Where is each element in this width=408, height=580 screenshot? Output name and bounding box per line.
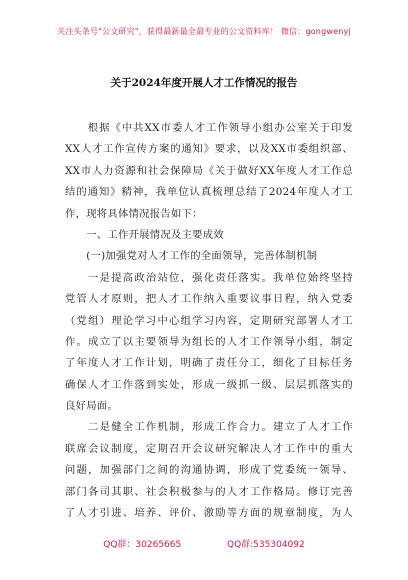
body-line: 一是提高政治站位，强化责任落实。我单位始终坚持	[65, 271, 353, 284]
body-line: 作。成立了以主要领导为组长的人才工作领导小组，制定	[65, 335, 353, 348]
body-line: XX人才工作宣传方案的通知》要求，以及XX市委组织部、	[65, 143, 353, 156]
body-line: 了人才引进、培养、评价、激励等方面的规章制度，为人	[65, 507, 353, 520]
body-line: 问题，加强部门之间的沟通协调，形成了党委统一领导、	[65, 464, 353, 477]
page-title: 关于2024年度开展人才工作情况的报告	[110, 77, 298, 89]
body-line: 了年度人才工作计划，明确了责任分工，细化了目标任务	[65, 357, 353, 370]
body-line: 部门各司其职、社会积极参与的人才工作格局。修订完善	[65, 485, 353, 498]
header-note: 关注头条号"公文研究"，获得最新最全最专业的公文资料库！ 微信：gongwenyj	[57, 27, 351, 36]
footer-qq-group-2: QQ群:535304092	[226, 540, 305, 550]
body-line: 党管人才原则，把人才工作纳入重要议事日程，纳入党委	[65, 293, 353, 306]
footer-qq-group-1: QQ群：30265665	[103, 540, 182, 550]
document-body	[65, 118, 353, 524]
footer	[0, 537, 408, 550]
body-line: 根据《中共XX市委人才工作领导小组办公室关于印发	[65, 122, 353, 134]
body-line: 结的通知》精神，我单位认真梳理总结了2024年度人才工	[65, 186, 353, 199]
body-line: 二是健全工作机制，形成工作合力。建立了人才工作	[65, 421, 353, 434]
body-line: 确保人才工作落到实处，形成一级抓一级、层层抓落实的	[65, 378, 353, 391]
body-line: 作，现将具体情况报告如下：	[65, 207, 203, 220]
body-line: XX市人力资源和社会保障局《关于做好XX年度人才工作总	[65, 164, 353, 177]
body-line: （党组）理论学习中心组学习内容，定期研究部署人才工	[65, 314, 353, 327]
section-heading: 一、工作开展情况及主要成效	[65, 228, 224, 241]
body-line: 良好局面。	[65, 400, 118, 413]
body-line: 联席会议制度，定期召开会议研究解决人才工作中的重大	[65, 442, 353, 455]
subsection-heading: (一)加强党对人才工作的全面领导，完善体制机制	[65, 250, 318, 263]
